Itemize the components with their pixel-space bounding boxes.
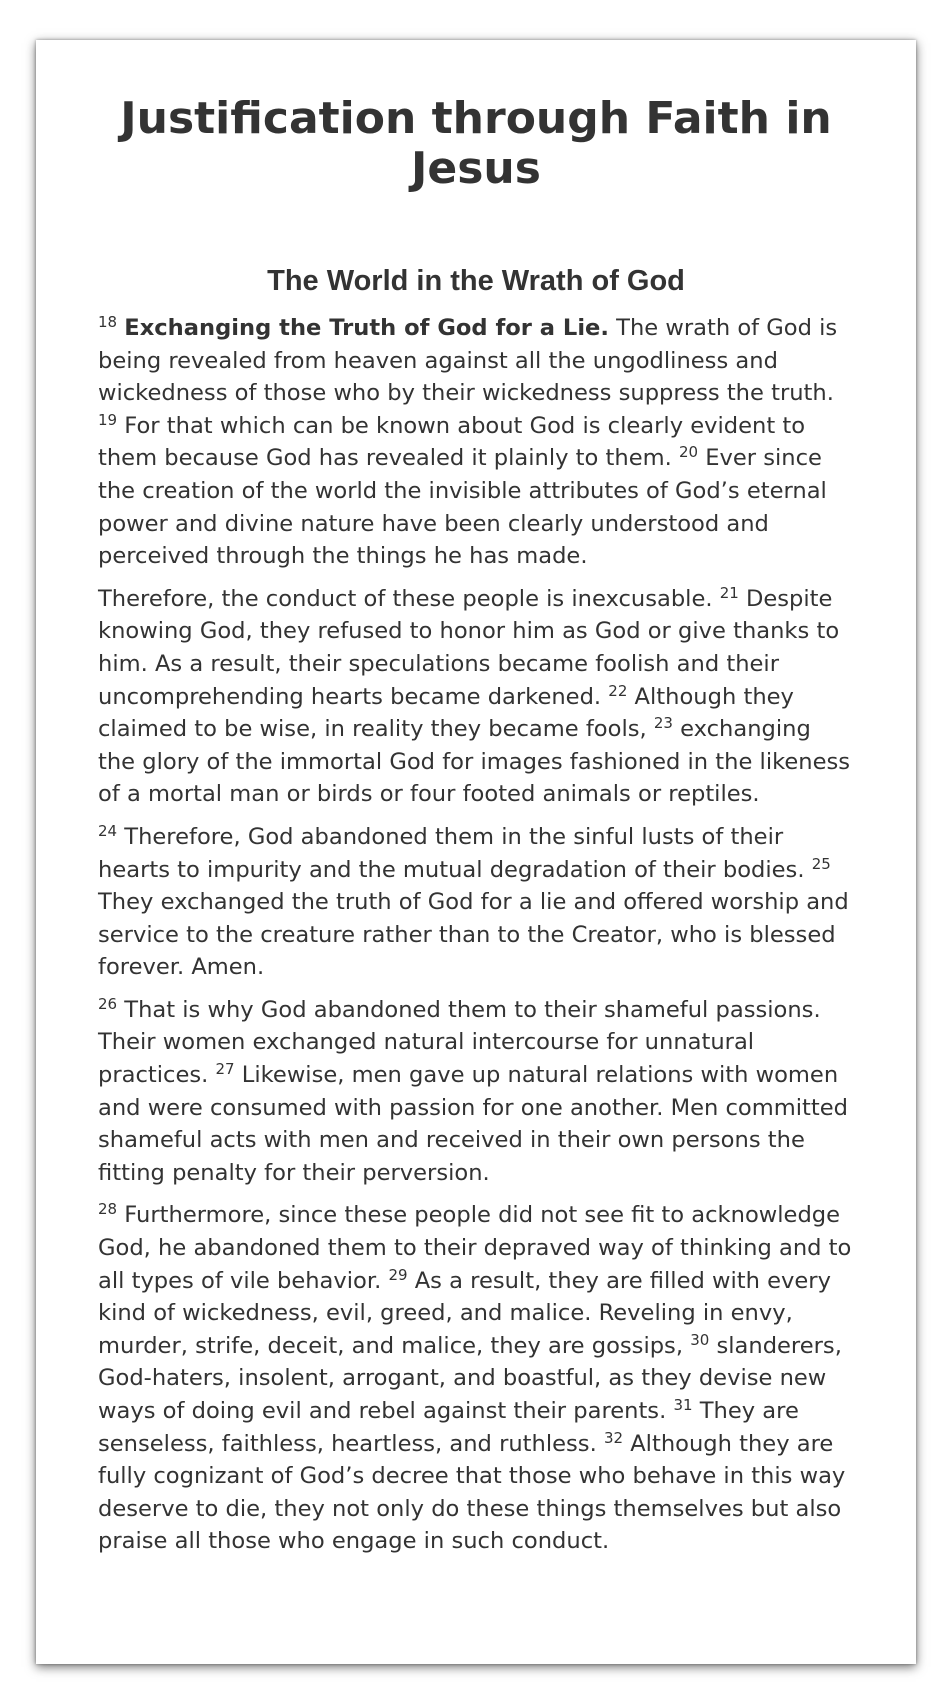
verse-number: 19 — [98, 410, 118, 429]
verse-text: exchanging the glory of the immortal God for images fashioned in the likeness of a mortal man or birds or four footed animals or reptiles. — [98, 716, 851, 808]
verse-number: 27 — [215, 1060, 235, 1079]
verse-text: They exchanged the truth of God for a lie and offered worship and service to the creature rather than to the Creator, who is blessed forever. Amen. — [98, 889, 849, 981]
verse-text: The wrath of God is being revealed from heaven against all the ungodliness and wickedness of those who by their wickedness suppress the truth. — [98, 315, 838, 407]
paragraph — [98, 821, 854, 984]
section-heading: The World in the Wrath of God — [267, 265, 685, 297]
verse-text: Likewise, men gave up natural relations with women and were consumed with passion for one another. Men committed shameful acts with men and received in their own persons the fitting penalty for their perversion. — [98, 1062, 848, 1186]
verse-text: That is why God abandoned them to their shameful passions. Their women exchanged natural intercourse for unnatural practices. — [98, 996, 821, 1089]
verse-number: 18 — [98, 313, 118, 331]
paragraph — [98, 583, 854, 811]
verse-number: 29 — [388, 1265, 408, 1284]
verse-text: Therefore, the conduct of these people is inexcusable. — [98, 585, 720, 612]
verse-number: 22 — [608, 681, 628, 700]
verse-number: 21 — [719, 583, 739, 602]
verse-text: For that which can be known about God is clearly evident to them because God has revealed it plainly to them. — [98, 412, 806, 472]
verse-number: 23 — [653, 714, 673, 733]
verse-number: 20 — [678, 443, 699, 462]
verse-text: slanderers, God-haters, insolent, arrogant, and boastful, as they devise new ways of doing evil and rebel against their parents. — [98, 1332, 842, 1424]
verse-text: They are senseless, faithless, heartless, and ruthless. — [98, 1398, 799, 1457]
verse-text: Despite knowing God, they refused to honor him as God or give thanks to him. As a result, their speculations became foolish and their uncomprehending hearts became darkened. — [98, 585, 840, 710]
verse-number: 32 — [603, 1428, 624, 1447]
verse-number: 28 — [98, 1200, 118, 1219]
document-body — [98, 312, 854, 1558]
verse-text: Although they are fully cognizant of God’s decree that those who behave in this way deserve to die, they not only do these things themselves but also praise all those who engage in such conduct. — [98, 1430, 846, 1555]
verse-number: 30 — [690, 1330, 710, 1349]
verse-number: 31 — [673, 1396, 693, 1414]
verse-number: 26 — [98, 994, 118, 1013]
verse-text: Therefore, God abandoned them in the sinful lusts of their hearts to impurity and the mutual degradation of their bodies. — [98, 823, 812, 883]
page-title: Justification through Faith in Jesus — [120, 93, 832, 194]
pericope-heading: Exchanging the Truth of God for a Lie. — [124, 315, 609, 341]
paragraph — [98, 1199, 854, 1558]
paragraph — [98, 994, 854, 1190]
verse-text: Furthermore, since these people did not see fit to acknowledge God, he abandoned them to their depraved way of thinking and to all types of vile behavior. — [98, 1202, 852, 1294]
verse-text: Although they claimed to be wise, in reality they became fools, — [98, 683, 794, 743]
verse-number: 25 — [811, 854, 831, 873]
verse-number: 24 — [98, 821, 118, 840]
document-page — [36, 40, 916, 1664]
verse-text: As a result, they are filled with every kind of wickedness, evil, greed, and malice. Reveling in envy, murder, strife, deceit, and malice, they are gossips, — [98, 1267, 831, 1359]
verse-text: Ever since the creation of the world the invisible attributes of God’s eternal power and divine nature have been clearly understood and perceived through the things he has made. — [98, 445, 827, 570]
paragraph — [98, 312, 854, 573]
